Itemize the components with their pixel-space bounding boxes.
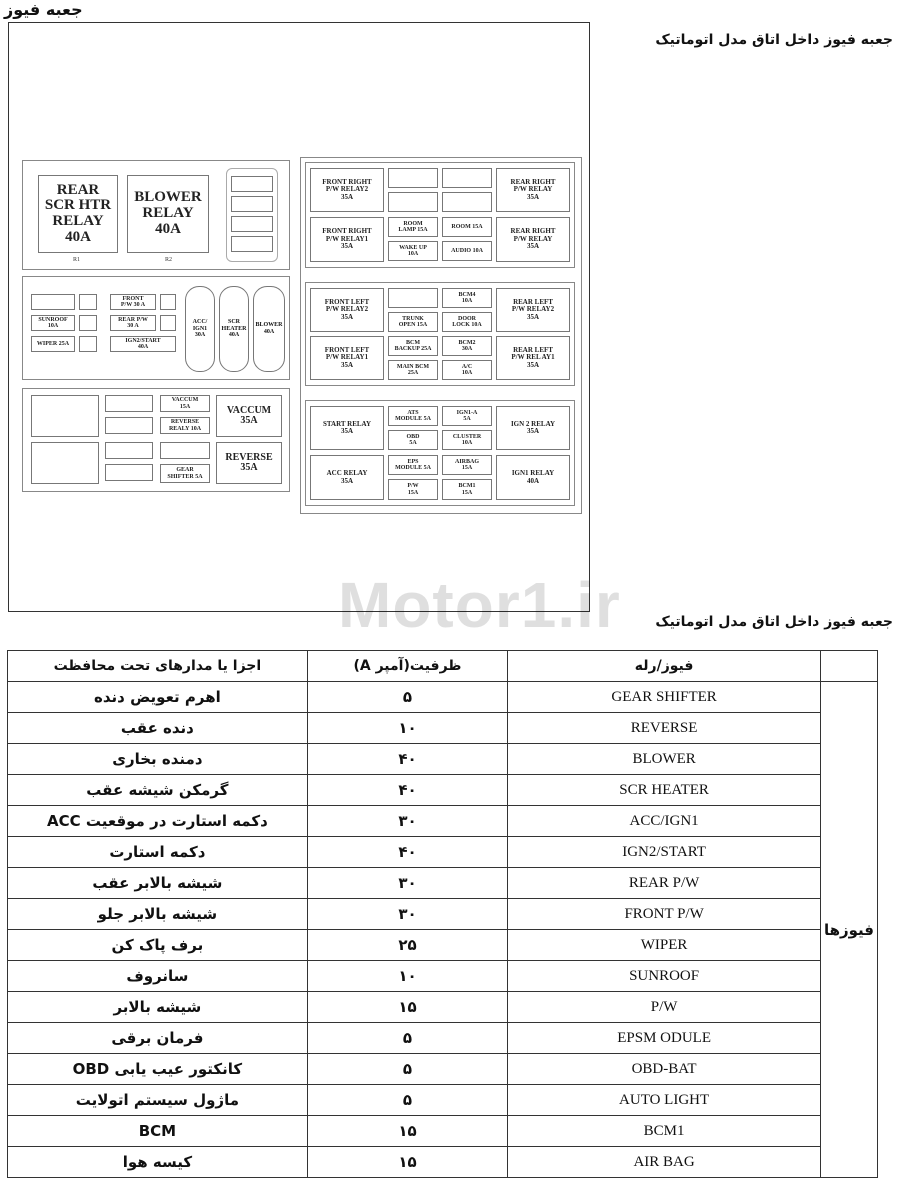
bcm1-fuse: BCM1 15A: [442, 479, 492, 500]
vaccum-fuse: VACCUM 15A: [160, 395, 210, 412]
front-right-pw-relay2: FRONT RIGHT P/W RELAY2 35A: [310, 168, 384, 212]
acc-ign1-fuse: ACC/ IGN1 30A: [185, 286, 215, 372]
table-row: [8, 899, 878, 930]
room-fuse: ROOM 15A: [442, 217, 492, 237]
empty-slot: [442, 168, 492, 188]
amp-cell: ۳۰: [307, 899, 507, 930]
empty-slot: [388, 192, 438, 212]
table-row: [8, 1147, 878, 1178]
table-row: [8, 1023, 878, 1054]
empty-slot: [105, 417, 153, 434]
front-right-pw-relay1: FRONT RIGHT P/W RELAY1 35A: [310, 217, 384, 262]
part-cell: شیشه بالابر عقب: [8, 868, 308, 899]
fuse-cell: REVERSE: [508, 713, 821, 744]
rear-right-pw-relay-top: REAR RIGHT P/W RELAY 35A: [496, 168, 570, 212]
empty-slot: [105, 395, 153, 412]
fuse-cell: GEAR SHIFTER: [508, 682, 821, 713]
table-row: [8, 868, 878, 899]
ac-fuse: A/C 10A: [442, 360, 492, 380]
fuse-cell: AUTO LIGHT: [508, 1085, 821, 1116]
room-lamp-fuse: ROOM LAMP 15A: [388, 217, 438, 237]
amp-cell: ۴۰: [307, 775, 507, 806]
part-cell: BCM: [8, 1116, 308, 1147]
rear-right-pw-relay-bottom: REAR RIGHT P/W RELAY 35A: [496, 217, 570, 262]
part-cell: کانکتور عیب یابی OBD: [8, 1054, 308, 1085]
header-fuse: فیوز/رله: [508, 651, 821, 682]
header-part: اجزا یا مدارهای تحت محافظت: [8, 651, 308, 682]
table-row: [8, 837, 878, 868]
amp-cell: ۵: [307, 682, 507, 713]
bcm-backup-fuse: BCM BACKUP 25A: [388, 336, 438, 356]
fuse-table: [7, 650, 878, 1178]
fuse-cell: REAR P/W: [508, 868, 821, 899]
cluster-fuse: CLUSTER 10A: [442, 430, 492, 450]
header-amp: ظرفیت(آمپر A): [307, 651, 507, 682]
sunroof-fuse: SUNROOF 10A: [31, 315, 75, 331]
part-cell: دنده عقب: [8, 713, 308, 744]
part-cell: فرمان برقی: [8, 1023, 308, 1054]
eps-module-fuse: EPS MODULE 5A: [388, 455, 438, 475]
fuse-cell: SUNROOF: [508, 961, 821, 992]
r1-label: R1: [73, 257, 81, 263]
part-cell: کیسه هوا: [8, 1147, 308, 1178]
empty-slot: [31, 294, 75, 310]
gear-shifter-fuse: GEAR SHIFTER 5A: [160, 464, 210, 483]
amp-cell: ۱۵: [307, 992, 507, 1023]
empty-slot: [160, 294, 176, 310]
empty-slot: [388, 168, 438, 188]
table-row: [8, 744, 878, 775]
table-row: [8, 1054, 878, 1085]
blower-relay: BLOWER RELAY 40A: [127, 175, 209, 253]
amp-cell: ۱۵: [307, 1147, 507, 1178]
ats-module-fuse: ATS MODULE 5A: [388, 406, 438, 426]
part-cell: سانروف: [8, 961, 308, 992]
rear-left-pw-relay2: REAR LEFT P/W RELAY2 35A: [496, 288, 570, 332]
part-cell: دکمه استارت: [8, 837, 308, 868]
ign2-start-fuse: IGN2/START 40A: [110, 336, 176, 352]
table-row: [8, 775, 878, 806]
front-pw-fuse: FRONT P/W 30 A: [110, 294, 156, 310]
amp-cell: ۳۰: [307, 868, 507, 899]
rear-scr-relay: REAR SCR HTR RELAY 40A: [38, 175, 118, 253]
table-row: [8, 1085, 878, 1116]
amp-cell: ۵: [307, 1054, 507, 1085]
front-left-pw-relay1: FRONT LEFT P/W RELAY1 35A: [310, 336, 384, 380]
wake-up-fuse: WAKE UP 10A: [388, 241, 438, 261]
trunk-open-fuse: TRUNK OPEN 15A: [388, 312, 438, 332]
fuse-cell: P/W: [508, 992, 821, 1023]
table-row: [8, 682, 878, 713]
page-title: جعبه فیوز: [4, 0, 83, 19]
empty-slot: [160, 315, 176, 331]
acc-relay: ACC RELAY 35A: [310, 455, 384, 500]
fuse-cell: BLOWER: [508, 744, 821, 775]
diagram-caption: جعبه فیوز داخل اتاق مدل اتوماتیک: [655, 32, 893, 48]
pw-fuse: P/W 15A: [388, 479, 438, 500]
bcm2-fuse: BCM2 30A: [442, 336, 492, 356]
small-slot: [231, 196, 273, 212]
amp-cell: ۱۰: [307, 961, 507, 992]
empty-slot: [388, 288, 438, 308]
small-slot: [231, 236, 273, 252]
airbag-fuse: AIRBAG 15A: [442, 455, 492, 475]
watermark: Motor1.ir: [338, 569, 621, 641]
fuse-cell: BCM1: [508, 1116, 821, 1147]
table-row: [8, 1116, 878, 1147]
fuse-cell: IGN2/START: [508, 837, 821, 868]
table-row: [8, 713, 878, 744]
amp-cell: ۵: [307, 1023, 507, 1054]
header-group-empty: [821, 651, 878, 682]
rear-pw-fuse: REAR P/W 30 A: [110, 315, 156, 331]
part-cell: برف پاک کن: [8, 930, 308, 961]
ign1-a-fuse: IGN1-A 5A: [442, 406, 492, 426]
table-row: [8, 806, 878, 837]
table-header-row: [8, 651, 878, 682]
table-body: [8, 682, 878, 1178]
wiper-fuse: WIPER 25A: [31, 336, 75, 352]
empty-slot: [105, 464, 153, 481]
table-row: [8, 961, 878, 992]
empty-slot: [160, 442, 210, 459]
fuse-cell: EPSM ODULE: [508, 1023, 821, 1054]
amp-cell: ۱۰: [307, 713, 507, 744]
main-bcm-fuse: MAIN BCM 25A: [388, 360, 438, 380]
amp-cell: ۲۵: [307, 930, 507, 961]
amp-cell: ۵: [307, 1085, 507, 1116]
fuse-cell: WIPER: [508, 930, 821, 961]
part-cell: دکمه استارت در موقعیت ACC: [8, 806, 308, 837]
part-cell: دمنده بخاری: [8, 744, 308, 775]
small-slot: [231, 176, 273, 192]
r2-label: R2: [165, 257, 173, 263]
front-left-pw-relay2: FRONT LEFT P/W RELAY2 35A: [310, 288, 384, 332]
bcm4-fuse: BCM4 10A: [442, 288, 492, 308]
scr-heater-fuse: SCR HEATER 40A: [219, 286, 249, 372]
table-row: [8, 992, 878, 1023]
ign2-relay: IGN 2 RELAY 35A: [496, 406, 570, 450]
fuse-cell: AIR BAG: [508, 1147, 821, 1178]
audio-fuse: AUDIO 10A: [442, 241, 492, 261]
table-row: [8, 930, 878, 961]
amp-cell: ۳۰: [307, 806, 507, 837]
empty-slot: [31, 395, 99, 437]
fuse-cell: FRONT P/W: [508, 899, 821, 930]
start-relay: START RELAY 35A: [310, 406, 384, 450]
amp-cell: ۴۰: [307, 744, 507, 775]
group-label-cell: فیوزها: [821, 682, 878, 1178]
vaccum-relay: VACCUM 35A: [216, 395, 282, 437]
empty-slot: [79, 336, 97, 352]
ign1-relay: IGN1 RELAY 40A: [496, 455, 570, 500]
blower-fuse: BLOWER 40A: [253, 286, 285, 372]
fuse-cell: OBD-BAT: [508, 1054, 821, 1085]
empty-slot: [79, 315, 97, 331]
part-cell: شیشه بالابر: [8, 992, 308, 1023]
amp-cell: ۴۰: [307, 837, 507, 868]
fuse-cell: SCR HEATER: [508, 775, 821, 806]
obd-fuse: OBD 5A: [388, 430, 438, 450]
reverse-relay-fuse: REVERSE REALY 10A: [160, 417, 210, 434]
part-cell: شیشه بالابر جلو: [8, 899, 308, 930]
empty-slot: [31, 442, 99, 484]
fuse-cell: ACC/IGN1: [508, 806, 821, 837]
empty-slot: [79, 294, 97, 310]
part-cell: اهرم تعویض دنده: [8, 682, 308, 713]
part-cell: ماژول سیستم اتولایت: [8, 1085, 308, 1116]
rear-left-pw-relay1: REAR LEFT P/W REL AY1 35A: [496, 336, 570, 380]
part-cell: گرمکن شیشه عقب: [8, 775, 308, 806]
door-lock-fuse: DOOR LOCK 10A: [442, 312, 492, 332]
amp-cell: ۱۵: [307, 1116, 507, 1147]
empty-slot: [442, 192, 492, 212]
empty-slot: [105, 442, 153, 459]
reverse-relay: REVERSE 35A: [216, 442, 282, 484]
small-slot: [231, 216, 273, 232]
table-title: جعبه فیوز داخل اتاق مدل اتوماتیک: [655, 614, 893, 630]
